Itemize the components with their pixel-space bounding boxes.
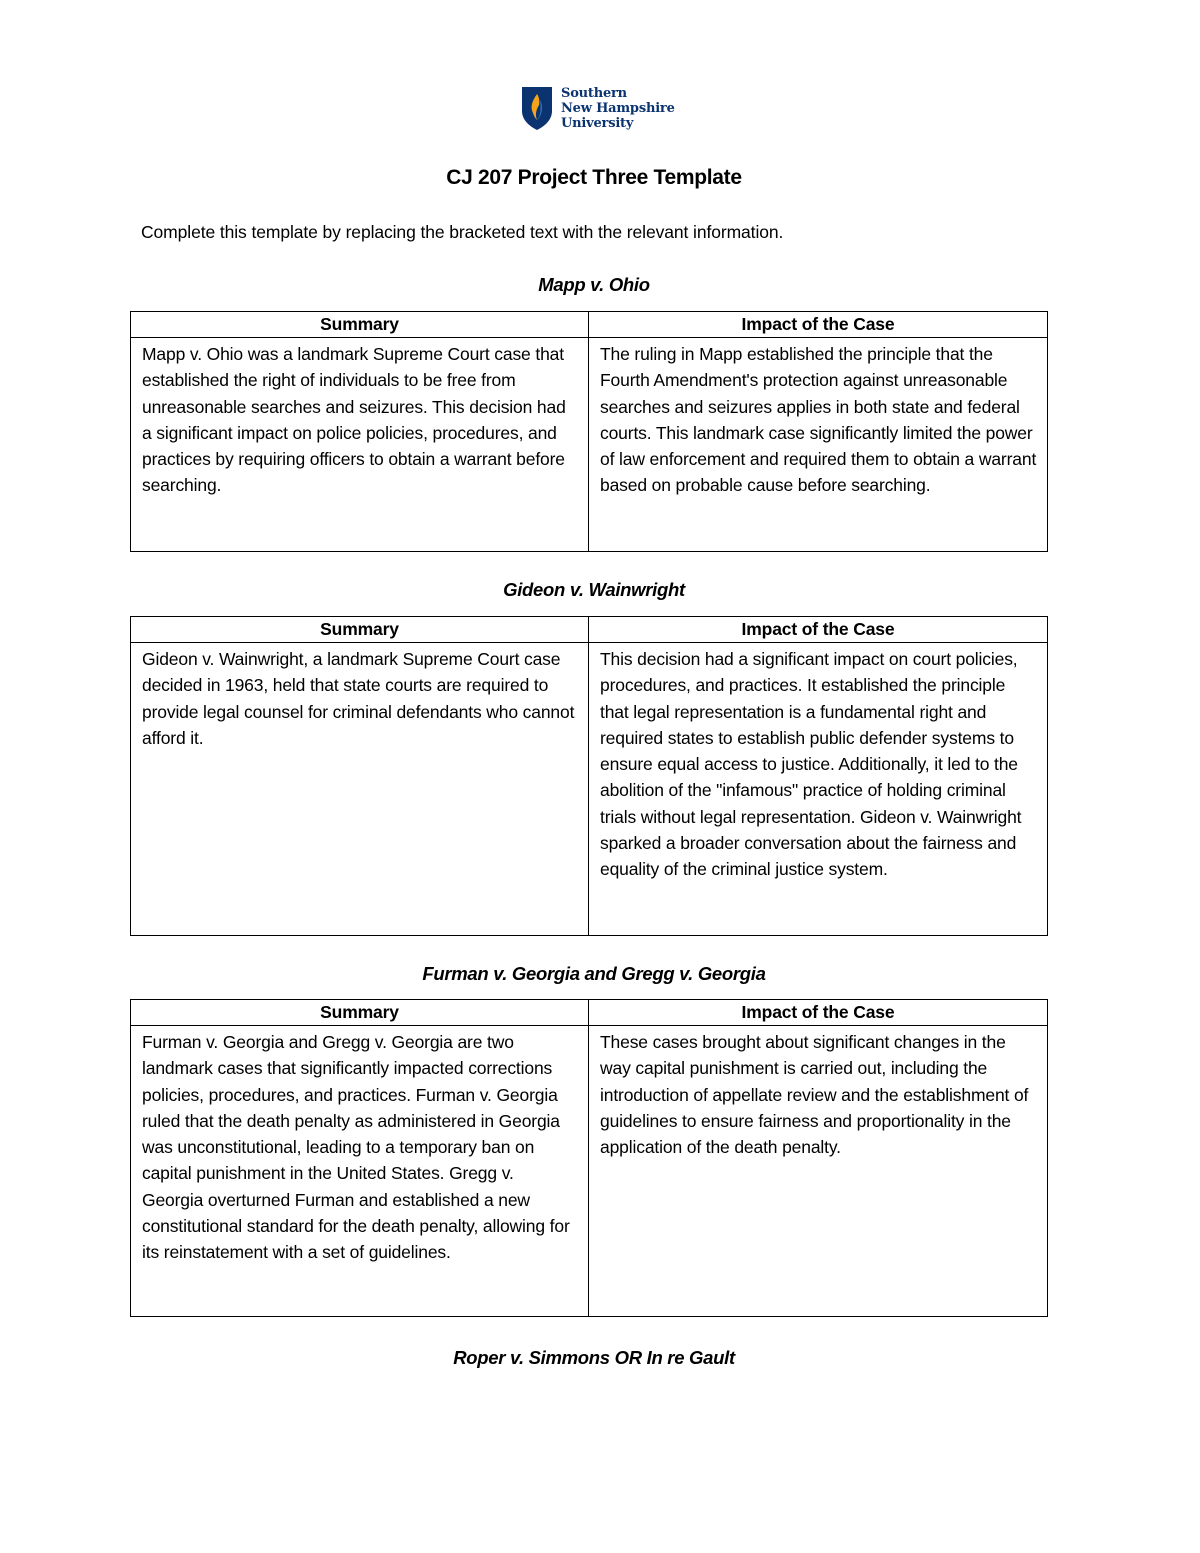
table-header-row [131,1000,1048,1026]
case-heading-roper-gault: Roper v. Simmons OR In re Gault [453,1347,735,1368]
table-header-row [131,617,1048,643]
impact-cell: This decision had a significant impact on court policies, procedures, and practices. It established the principle that legal representation is a fundamental right and required states to establish public defender systems to ensure equal access to justice. Additionally, it led to the abolition of the "infamous" practice of holding criminal trials without legal representation. Gideon v. Wainwright sparked a broader conversation about the fairness and equality of the criminal justice system. [589,643,1048,936]
impact-cell: The ruling in Mapp established the principle that the Fourth Amendment's protection against unreasonable searches and seizures applies in both state and federal courts. This landmark case significantly limited the power of law enforcement and required them to obtain a warrant based on probable cause before searching. [589,338,1048,552]
summary-header: Summary [131,1000,589,1026]
table-header-row [131,312,1048,338]
table-row [131,1026,1048,1317]
case-table-gideon [130,616,1048,936]
logo-line-3: University [561,115,634,131]
impact-header: Impact of the Case [589,312,1048,338]
summary-cell: Mapp v. Ohio was a landmark Supreme Court case that established the right of individuals to be free from unreasonable searches and seizures. This decision had a significant impact on police policies, procedures, and practices by requiring officers to obtain a warrant before searching. [131,338,589,552]
logo-wordmark [561,86,675,131]
case-heading-mapp: Mapp v. Ohio [538,274,650,295]
shield-flame-icon [521,85,553,131]
logo-line-1: Southern [561,85,627,101]
case-heading-gideon: Gideon v. Wainwright [503,579,685,600]
summary-cell: Gideon v. Wainwright, a landmark Supreme Court case decided in 1963, held that state courts are required to provide legal counsel for criminal defendants who cannot afford it. [131,643,589,936]
impact-header: Impact of the Case [589,1000,1048,1026]
impact-header: Impact of the Case [589,617,1048,643]
summary-cell: Furman v. Georgia and Gregg v. Georgia are two landmark cases that significantly impacted corrections policies, procedures, and practices. Furman v. Georgia ruled that the death penalty as administered in Georgia was unconstitutional, leading to a temporary ban on capital punishment in the United States. Gregg v. Georgia overturned Furman and established a new constitutional standard for the death penalty, allowing for its reinstatement with a set of guidelines. [131,1026,589,1317]
page-title: CJ 207 Project Three Template [446,166,742,189]
instructions-text: Complete this template by replacing the bracketed text with the relevant information. [141,222,784,242]
table-row [131,643,1048,936]
university-logo [521,84,691,132]
logo-line-2: New Hampshire [561,100,675,116]
case-table-mapp [130,311,1048,552]
case-table-furman-gregg [130,999,1048,1317]
summary-header: Summary [131,617,589,643]
summary-header: Summary [131,312,589,338]
table-row [131,338,1048,552]
impact-cell: These cases brought about significant changes in the way capital punishment is carried out, including the introduction of appellate review and the establishment of guidelines to ensure fairness and proportionality in the application of the death penalty. [589,1026,1048,1317]
case-heading-furman-gregg: Furman v. Georgia and Gregg v. Georgia [422,963,766,984]
